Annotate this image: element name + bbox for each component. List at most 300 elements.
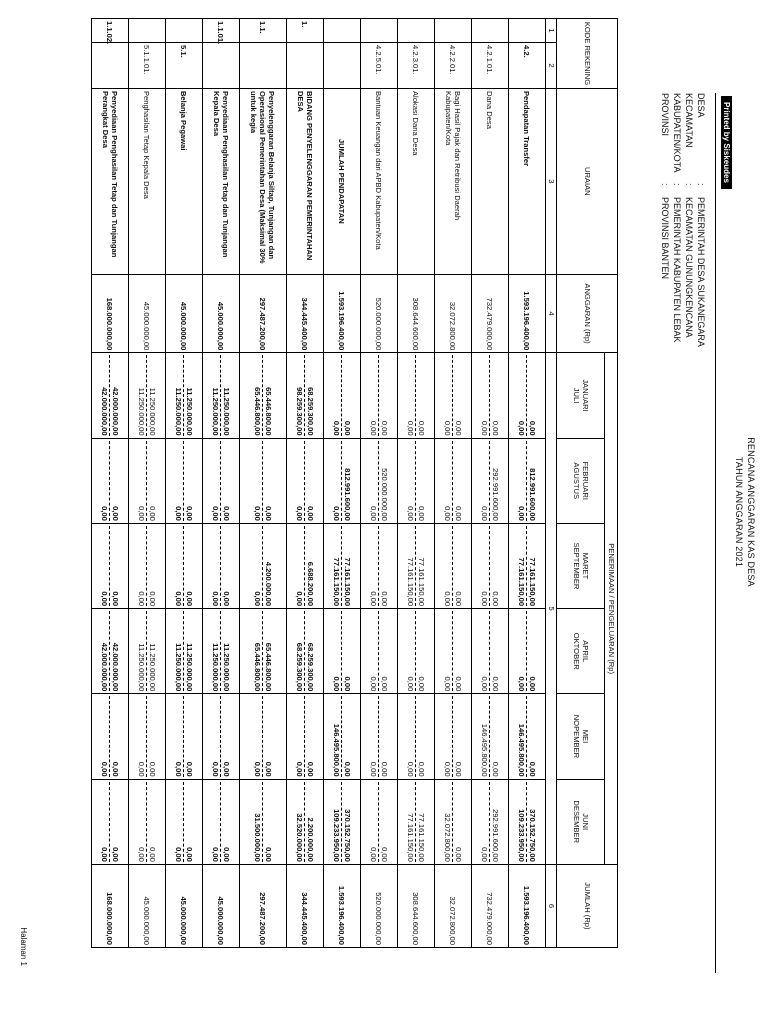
month-value-second-half: 0,00: [137, 506, 147, 521]
month-cell: [324, 609, 361, 694]
month-value-second-half: 0,00: [406, 506, 416, 521]
month-value-first-half: 11.250.000,00: [147, 611, 157, 691]
month-pair: [100, 526, 120, 606]
uraian-cell: JUMLAH PENDAPATAN: [324, 88, 361, 274]
month-value-first-half: 0,00: [184, 526, 194, 606]
month-pair: [100, 441, 120, 521]
month-value-first-half: 520.000.000,00: [379, 441, 389, 521]
jumlah-cell: 297.487.200,00: [240, 864, 287, 947]
month-cell: [509, 353, 546, 438]
month-value-second-half: 42.000.000,00: [100, 642, 110, 692]
month-cell: [361, 438, 398, 523]
month-value-second-half: 0,00: [137, 591, 147, 607]
anggaran-cell: 168.000.000,00: [92, 274, 129, 353]
month-value-first-half: 0,00: [379, 355, 389, 435]
month-value-second-half: 11.250.000,00: [137, 387, 147, 436]
month-value-second-half: 0,00: [480, 506, 490, 521]
month-pair: [295, 441, 315, 521]
header-month-6: JUNI DESEMBER: [557, 779, 605, 864]
month-cell: [509, 779, 546, 864]
month-cell: [287, 353, 324, 438]
jumlah-cell: 168.000.000,00: [92, 864, 129, 947]
month-value-first-half: 0,00: [490, 611, 500, 691]
uraian-cell: Alokasi Dana Desa: [398, 88, 435, 274]
month-cell: [361, 609, 398, 694]
anggaran-cell: 45.000.000,00: [203, 274, 240, 353]
kode-level-1: [129, 19, 166, 43]
table-row: [92, 19, 129, 948]
month-cell: [92, 523, 129, 608]
kode-level-1: [398, 19, 435, 43]
anggaran-cell: 1.593.196.400,00: [324, 274, 361, 353]
month-value-first-half: 812.991.600,00: [342, 441, 352, 521]
month-value-second-half: 65.446.800,00: [253, 387, 263, 436]
colnum-1: 1: [546, 19, 557, 43]
month-pair: [295, 782, 315, 862]
month-value-second-half: 0,00: [100, 591, 110, 607]
month-value-first-half: 0,00: [453, 696, 463, 776]
month-cell: [287, 694, 324, 779]
jumlah-cell: 1.593.196.400,00: [324, 864, 361, 947]
month-cell: [203, 694, 240, 779]
month-value-second-half: 146.495.800,00: [517, 723, 527, 777]
month-value-first-half: 0,00: [342, 611, 352, 691]
kode-level-1: [472, 19, 509, 43]
month-pair: [406, 782, 426, 862]
month-pair: [369, 696, 389, 776]
month-value-first-half: 0,00: [305, 441, 315, 521]
month-pair: [406, 526, 426, 606]
month-value-second-half: 0,00: [406, 420, 416, 436]
month-pair: [100, 355, 120, 435]
month-cell: [166, 438, 203, 523]
uraian-cell: Penghasilan Tetap Kepala Desa: [129, 88, 166, 274]
month-value-first-half: 0,00: [147, 441, 157, 521]
month-cell: [129, 779, 166, 864]
month-value-first-half: 0,00: [147, 782, 157, 862]
month-value-first-half: 0,00: [527, 696, 537, 776]
month-cell: [435, 694, 472, 779]
header-kode-rekening: KODE REKENING: [557, 19, 618, 89]
month-cell: [398, 694, 435, 779]
month-value-second-half: 0,00: [517, 420, 527, 436]
month-value-second-half: 0,00: [332, 420, 342, 436]
month-value-second-half: 0,00: [369, 591, 379, 607]
month-pair: [517, 782, 537, 862]
kode-level-2: 5.1.1.01.: [129, 43, 166, 89]
kode-level-2: [324, 43, 361, 89]
month-value-second-half: 0,00: [480, 420, 490, 436]
month-value-first-half: 0,00: [342, 355, 352, 435]
month-value-second-half: 0,00: [211, 761, 221, 777]
month-pair: [332, 441, 352, 521]
month-cell: [472, 353, 509, 438]
jumlah-cell: 45.000.000,00: [166, 864, 203, 947]
uraian-cell: Bagi Hasil Pajak dan Retribusi Daerah Kabupaten/Kota: [435, 88, 472, 274]
month-value-first-half: 0,00: [263, 782, 273, 862]
anggaran-cell: 1.593.196.400,00: [509, 274, 546, 353]
month-value-second-half: 11.250.000,00: [137, 643, 147, 692]
month-pair: [253, 441, 273, 521]
kode-level-1: 1.1.: [240, 19, 287, 43]
month-value-second-half: 0,00: [332, 506, 342, 521]
month-value-second-half: 0,00: [369, 761, 379, 777]
colnum-2: 2: [546, 43, 557, 89]
month-cell: [398, 779, 435, 864]
page-number: Halaman 1: [19, 927, 28, 966]
month-value-first-half: 0,00: [379, 696, 389, 776]
month-cell: [472, 609, 509, 694]
month-cell: [240, 438, 287, 523]
month-cell: [203, 438, 240, 523]
kode-level-1: [324, 19, 361, 43]
month-pair: [480, 696, 500, 776]
month-pair: [211, 355, 231, 435]
month-value-second-half: 0,00: [174, 761, 184, 777]
month-pair: [406, 441, 426, 521]
month-pair: [517, 526, 537, 606]
jumlah-cell: 45.000.000,00: [203, 864, 240, 947]
month-cell: [287, 438, 324, 523]
month-cell: [398, 353, 435, 438]
month-value-second-half: 0,00: [137, 847, 147, 862]
month-cell: [398, 609, 435, 694]
header-month-1: JANUARI JULI: [557, 353, 605, 438]
month-value-first-half: 77.161.150,00: [342, 526, 352, 606]
kode-level-2: [287, 43, 324, 89]
table-row: [435, 19, 472, 948]
month-value-first-half: 0,00: [453, 355, 463, 435]
kode-level-2: 4.2.1.01.: [472, 43, 509, 89]
month-value-second-half: 0,00: [480, 847, 490, 862]
month-value-second-half: 0,00: [406, 761, 416, 777]
month-cell: [166, 694, 203, 779]
month-value-first-half: 77.161.150,00: [527, 526, 537, 606]
month-cell: [398, 438, 435, 523]
month-value-first-half: 0,00: [453, 611, 463, 691]
kode-level-2: [203, 43, 240, 89]
month-value-first-half: 0,00: [416, 355, 426, 435]
month-pair: [211, 526, 231, 606]
month-value-first-half: 68.259.300,00: [305, 355, 315, 435]
month-value-first-half: 0,00: [184, 441, 194, 521]
month-cell: [472, 779, 509, 864]
month-pair: [174, 526, 194, 606]
month-value-first-half: 0,00: [184, 696, 194, 776]
month-cell: [324, 694, 361, 779]
month-value-second-half: 0,00: [443, 676, 453, 692]
month-pair: [100, 696, 120, 776]
month-value-second-half: 146.495.800,00: [332, 723, 342, 777]
month-value-first-half: 0,00: [221, 441, 231, 521]
month-cell: [324, 523, 361, 608]
table-row: [361, 19, 398, 948]
month-pair: [100, 611, 120, 691]
month-cell: [361, 694, 398, 779]
month-value-first-half: 0,00: [453, 441, 463, 521]
month-pair: [517, 696, 537, 776]
month-value-first-half: 0,00: [110, 526, 120, 606]
month-value-second-half: 31.500.000,00: [253, 813, 263, 862]
month-value-second-half: 0,00: [295, 761, 305, 777]
month-pair: [295, 611, 315, 691]
month-pair: [211, 782, 231, 862]
month-pair: [137, 611, 157, 691]
month-pair: [443, 441, 463, 521]
month-pair: [295, 696, 315, 776]
month-pair: [443, 782, 463, 862]
month-cell: [203, 779, 240, 864]
month-cell: [92, 779, 129, 864]
month-pair: [480, 526, 500, 606]
table-body: [92, 19, 546, 948]
month-cell: [509, 694, 546, 779]
month-pair: [174, 611, 194, 691]
month-value-first-half: 0,00: [221, 526, 231, 606]
uraian-cell: Dana Desa: [472, 88, 509, 274]
month-value-second-half: 77.161.150,00: [332, 557, 342, 607]
month-pair: [211, 611, 231, 691]
month-value-first-half: 0,00: [147, 526, 157, 606]
jumlah-cell: 1.593.196.400,00: [509, 864, 546, 947]
month-value-first-half: 0,00: [379, 611, 389, 691]
month-value-first-half: 11.250.000,00: [221, 611, 231, 691]
month-cell: [324, 779, 361, 864]
month-cell: [166, 609, 203, 694]
month-pair: [137, 441, 157, 521]
header-jumlah: JUMLAH (Rp): [557, 864, 618, 947]
month-value-second-half: 65.446.800,00: [253, 642, 263, 692]
month-pair: [406, 696, 426, 776]
kode-level-1: 1.1.02.: [92, 19, 129, 43]
month-value-second-half: 0,00: [295, 506, 305, 521]
month-value-first-half: 0,00: [221, 696, 231, 776]
month-value-first-half: 292.991.600,00: [490, 441, 500, 521]
month-cell: [129, 694, 166, 779]
month-pair: [332, 696, 352, 776]
jumlah-cell: 32.072.800,00: [435, 864, 472, 947]
month-value-first-half: 0,00: [527, 355, 537, 435]
month-value-second-half: 146.495.800,00: [480, 723, 490, 777]
info-provinsi: PROVINSI : PROVINSI BANTEN: [660, 93, 670, 280]
uraian-cell: Bantuan Keuangan dari APBD Kabupaten/Kota: [361, 88, 398, 274]
month-value-first-half: 11.250.000,00: [184, 611, 194, 691]
month-value-second-half: 0,00: [517, 676, 527, 692]
month-value-second-half: 0,00: [443, 420, 453, 436]
month-pair: [211, 696, 231, 776]
month-pair: [517, 355, 537, 435]
month-pair: [295, 526, 315, 606]
document-year: TAHUN ANGGARAN 2021: [734, 456, 744, 568]
month-value-second-half: 0,00: [100, 761, 110, 777]
month-cell: [398, 523, 435, 608]
table-row: [287, 19, 324, 948]
header-month-5: MEI NOPEMBER: [557, 694, 605, 779]
info-kabupaten: KABUPATEN/KOTA : PEMERINTAH KABUPATEN LEBAK: [672, 93, 682, 343]
uraian-cell: Penyediaan Penghasilan Tetap dan Tunjangan Kepala Desa: [203, 88, 240, 274]
month-value-second-half: 0,00: [253, 591, 263, 607]
colnum-3: 3: [546, 88, 557, 274]
kode-level-1: [435, 19, 472, 43]
month-value-first-half: 0,00: [416, 611, 426, 691]
month-cell: [324, 438, 361, 523]
month-value-first-half: 77.161.150,00: [416, 526, 426, 606]
month-value-second-half: 0,00: [443, 761, 453, 777]
month-pair: [253, 526, 273, 606]
month-value-first-half: 0,00: [305, 696, 315, 776]
printed-by-label: Printed by Siskeudes: [721, 96, 732, 189]
month-pair: [332, 526, 352, 606]
month-value-second-half: 0,00: [443, 591, 453, 607]
month-pair: [443, 696, 463, 776]
month-value-first-half: 0,00: [453, 526, 463, 606]
month-value-second-half: 32.520.000,00: [295, 813, 305, 862]
month-value-second-half: 0,00: [406, 676, 416, 692]
month-cell: [472, 438, 509, 523]
anggaran-cell: 308.644.600,00: [398, 274, 435, 353]
month-pair: [369, 526, 389, 606]
month-value-second-half: 0,00: [211, 847, 221, 862]
month-cell: [166, 523, 203, 608]
uraian-cell: Penyediaan Penghasilan Tetap dan Tunjangan Perangkat Desa: [92, 88, 129, 274]
table-row: [203, 19, 240, 948]
month-value-second-half: 0,00: [517, 506, 527, 521]
month-value-second-half: 109.233.950,00: [517, 809, 527, 862]
month-cell: [203, 609, 240, 694]
month-value-second-half: 0,00: [174, 847, 184, 862]
month-pair: [369, 782, 389, 862]
month-cell: [287, 779, 324, 864]
month-value-second-half: 11.250.000,00: [174, 387, 184, 436]
month-value-first-half: 65.446.800,00: [263, 611, 273, 691]
month-cell: [240, 353, 287, 438]
anggaran-cell: 45.000.000,00: [129, 274, 166, 353]
month-value-first-half: 0,00: [263, 696, 273, 776]
month-value-second-half: 0,00: [211, 506, 221, 521]
month-cell: [361, 779, 398, 864]
month-cell: [240, 694, 287, 779]
kode-level-2: 4.2.: [509, 43, 546, 89]
kode-level-2: [240, 43, 287, 89]
month-value-first-half: 2.200.000,00: [305, 782, 315, 862]
month-cell: [129, 609, 166, 694]
month-cell: [92, 438, 129, 523]
month-cell: [472, 694, 509, 779]
month-value-first-half: 0,00: [110, 696, 120, 776]
month-cell: [129, 353, 166, 438]
month-value-second-half: 42.000.000,00: [100, 387, 110, 436]
table-row: [166, 19, 203, 948]
month-cell: [509, 609, 546, 694]
anggaran-cell: 32.072.800,00: [435, 274, 472, 353]
month-value-second-half: 0,00: [369, 676, 379, 692]
month-value-first-half: 812.991.600,00: [527, 441, 537, 521]
jumlah-cell: 308.644.600,00: [398, 864, 435, 947]
month-value-second-half: 77.161.150,00: [406, 813, 416, 862]
month-cell: [435, 523, 472, 608]
month-pair: [174, 782, 194, 862]
table-row: [129, 19, 166, 948]
month-pair: [174, 441, 194, 521]
month-pair: [174, 355, 194, 435]
month-cell: [240, 779, 287, 864]
kode-level-1: [166, 19, 203, 43]
info-kecamatan: KECAMATAN : KECAMATAN GUNUNGKENCANA: [684, 93, 694, 338]
month-value-second-half: 0,00: [369, 847, 379, 862]
month-value-first-half: 0,00: [453, 782, 463, 862]
month-value-second-half: 0,00: [174, 591, 184, 607]
table-row: [472, 19, 509, 948]
jumlah-cell: 344.445.400,00: [287, 864, 324, 947]
month-pair: [137, 696, 157, 776]
uraian-cell: Penyelenggaran Belanja Siltap, Tunjangan dan Operasional Pemerintahan Desa (Maksimal 30% untuk kegia: [240, 88, 287, 274]
kode-level-1: [509, 19, 546, 43]
month-value-second-half: 32.072.800,00: [443, 813, 453, 862]
month-pair: [443, 526, 463, 606]
month-pair: [480, 355, 500, 435]
month-value-first-half: 0,00: [527, 611, 537, 691]
month-cell: [435, 353, 472, 438]
month-cell: [240, 523, 287, 608]
month-cell: [240, 609, 287, 694]
month-pair: [253, 696, 273, 776]
kode-level-1: [361, 19, 398, 43]
jumlah-cell: 45.000.000,00: [129, 864, 166, 947]
month-value-second-half: 0,00: [137, 761, 147, 777]
month-cell: [509, 523, 546, 608]
table-row: [398, 19, 435, 948]
month-pair: [137, 782, 157, 862]
kode-level-2: 4.2.2.01.: [435, 43, 472, 89]
month-value-second-half: 0,00: [100, 847, 110, 862]
uraian-cell: Pendapatan Transfer: [509, 88, 546, 274]
kode-level-2: 4.2.5.01.: [361, 43, 398, 89]
month-value-first-half: 370.152.750,00: [342, 782, 352, 862]
month-value-first-half: 0,00: [416, 696, 426, 776]
month-cell: [92, 694, 129, 779]
month-value-first-half: 0,00: [342, 696, 352, 776]
month-value-first-half: 77.161.150,00: [416, 782, 426, 862]
table-row: [240, 19, 287, 948]
month-pair: [332, 355, 352, 435]
month-value-second-half: 0,00: [332, 676, 342, 692]
table-row: [324, 19, 361, 948]
anggaran-cell: 344.445.400,00: [287, 274, 324, 353]
kode-level-2: 5.1.: [166, 43, 203, 89]
month-pair: [517, 441, 537, 521]
colnum-6: 6: [546, 864, 557, 947]
month-cell: [203, 523, 240, 608]
month-pair: [253, 355, 273, 435]
uraian-cell: BIDANG PENYELENGGARAN PEMERINTAHAN DESA: [287, 88, 324, 274]
month-pair: [443, 355, 463, 435]
month-value-second-half: 11.250.000,00: [174, 643, 184, 692]
month-pair: [174, 696, 194, 776]
month-value-first-half: 11.250.000,00: [221, 355, 231, 435]
month-pair: [332, 782, 352, 862]
month-value-second-half: 0,00: [174, 506, 184, 521]
month-pair: [137, 526, 157, 606]
month-value-second-half: 11.250.000,00: [211, 643, 221, 692]
month-value-first-half: 0,00: [490, 526, 500, 606]
month-value-second-half: 0,00: [100, 506, 110, 521]
month-pair: [253, 782, 273, 862]
month-pair: [253, 611, 273, 691]
month-cell: [92, 353, 129, 438]
uraian-cell: Belanja Pegawai: [166, 88, 203, 274]
month-pair: [369, 355, 389, 435]
month-value-second-half: 68.259.300,00: [295, 642, 305, 692]
